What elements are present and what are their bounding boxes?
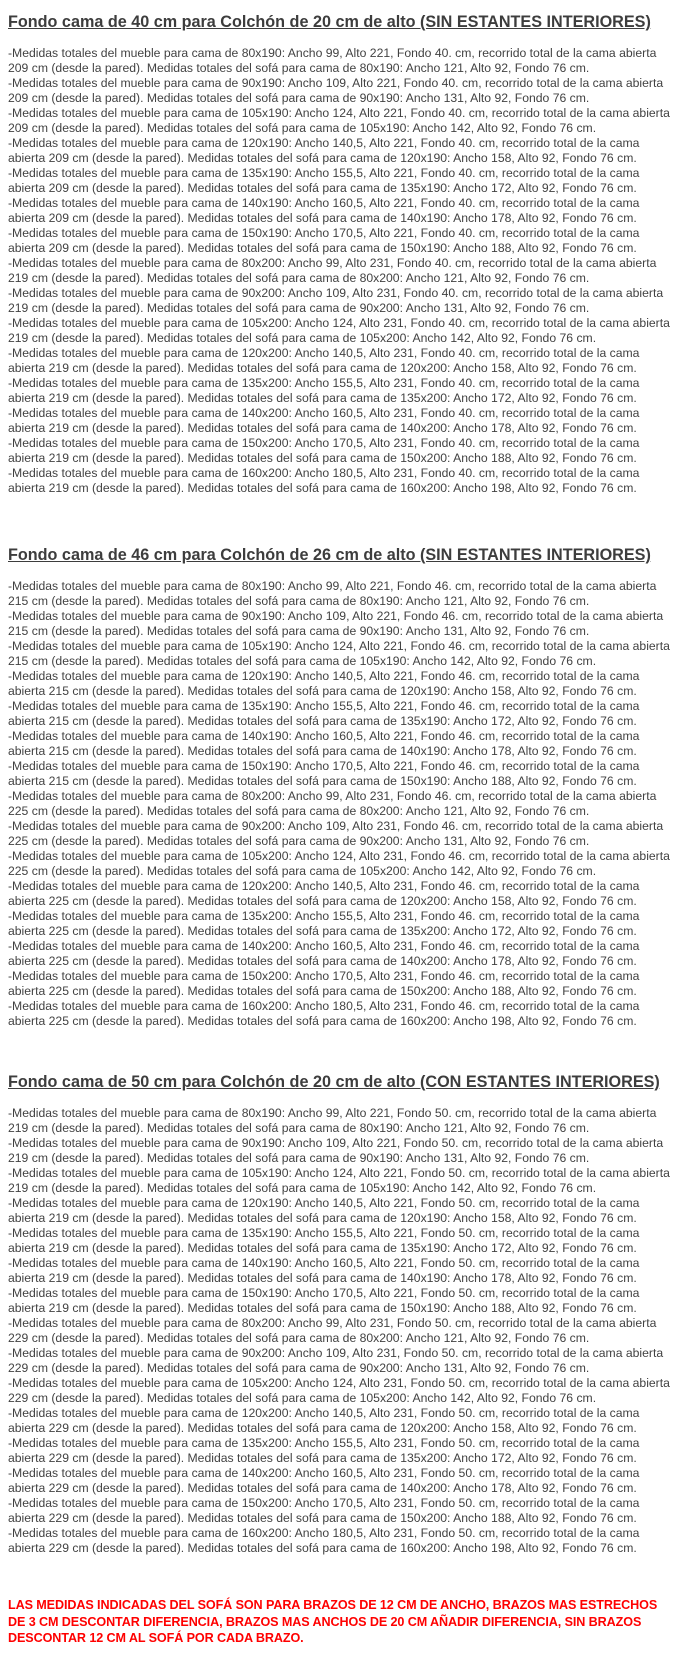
measurement-entry: -Medidas totales del mueble para cama de 120x190: Ancho 140,5, Alto 221, Fondo 40. cm, recorrido total de la cama abierta 209 cm (desde la pared). Medidas totales del sofá para cama de 120x190: Ancho 158, Alto 92, Fondo 76 cm. (8, 136, 640, 165)
measurement-entry: -Medidas totales del mueble para cama de 80x190: Ancho 99, Alto 221, Fondo 40. cm, recorrido total de la cama abierta 209 cm (desde la pared). Medidas totales del sofá para cama de 80x190: Ancho 121, Alto 92, Fondo 76 cm. (8, 46, 657, 75)
measurement-entry: -Medidas totales del mueble para cama de 105x200: Ancho 124, Alto 231, Fondo 46. cm, recorrido total de la cama abierta 225 cm (desde la pared). Medidas totales del sofá para cama de 105x200: Ancho 142, Alto 92, Fondo 76 cm. (8, 849, 670, 878)
measurement-entry: -Medidas totales del mueble para cama de 150x190: Ancho 170,5, Alto 221, Fondo 40. cm, recorrido total de la cama abierta 209 cm (desde la pared). Medidas totales del sofá para cama de 150x190: Ancho 188, Alto 92, Fondo 76 cm. (8, 226, 640, 255)
measurement-entry: -Medidas totales del mueble para cama de 120x200: Ancho 140,5, Alto 231, Fondo 46. cm, recorrido total de la cama abierta 225 cm (desde la pared). Medidas totales del sofá para cama de 120x200: Ancho 158, Alto 92, Fondo 76 cm. (8, 879, 640, 908)
measurement-entry: -Medidas totales del mueble para cama de 160x200: Ancho 180,5, Alto 231, Fondo 40. cm, recorrido total de la cama abierta 219 cm (desde la pared). Medidas totales del sofá para cama de 160x200: Ancho 198, Alto 92, Fondo 76 cm. (8, 466, 640, 495)
measurement-entry: -Medidas totales del mueble para cama de 80x190: Ancho 99, Alto 221, Fondo 46. cm, recorrido total de la cama abierta 215 cm (desde la pared). Medidas totales del sofá para cama de 80x190: Ancho 121, Alto 92, Fondo 76 cm. (8, 579, 657, 608)
measurement-entry: -Medidas totales del mueble para cama de 90x200: Ancho 109, Alto 231, Fondo 50. cm, recorrido total de la cama abierta 229 cm (desde la pared). Medidas totales del sofá para cama de 90x200: Ancho 131, Alto 92, Fondo 76 cm. (8, 1346, 664, 1375)
measurement-entry: -Medidas totales del mueble para cama de 140x200: Ancho 160,5, Alto 231, Fondo 50. cm, recorrido total de la cama abierta 229 cm (desde la pared). Medidas totales del sofá para cama de 140x200: Ancho 178, Alto 92, Fondo 76 cm. (8, 1466, 640, 1495)
measurement-entry: -Medidas totales del mueble para cama de 120x190: Ancho 140,5, Alto 221, Fondo 46. cm, recorrido total de la cama abierta 215 cm (desde la pared). Medidas totales del sofá para cama de 120x190: Ancho 158, Alto 92, Fondo 76 cm. (8, 669, 640, 698)
measurement-entry: -Medidas totales del mueble para cama de 80x190: Ancho 99, Alto 221, Fondo 50. cm, recorrido total de la cama abierta 219 cm (desde la pared). Medidas totales del sofá para cama de 80x190: Ancho 121, Alto 92, Fondo 76 cm. (8, 1106, 657, 1135)
measurement-entry: -Medidas totales del mueble para cama de 120x200: Ancho 140,5, Alto 231, Fondo 40. cm, recorrido total de la cama abierta 219 cm (desde la pared). Medidas totales del sofá para cama de 120x200: Ancho 158, Alto 92, Fondo 76 cm. (8, 346, 640, 375)
measurement-entry: -Medidas totales del mueble para cama de 120x190: Ancho 140,5, Alto 221, Fondo 50. cm, recorrido total de la cama abierta 219 cm (desde la pared). Medidas totales del sofá para cama de 120x190: Ancho 158, Alto 92, Fondo 76 cm. (8, 1196, 640, 1225)
measurement-entry: -Medidas totales del mueble para cama de 135x190: Ancho 155,5, Alto 221, Fondo 50. cm, recorrido total de la cama abierta 219 cm (desde la pared). Medidas totales del sofá para cama de 135x190: Ancho 172, Alto 92, Fondo 76 cm. (8, 1226, 640, 1255)
section-fondo-46 (8, 545, 672, 1029)
measurement-entry: -Medidas totales del mueble para cama de 80x200: Ancho 99, Alto 231, Fondo 40. cm, recorrido total de la cama abierta 219 cm (desde la pared). Medidas totales del sofá para cama de 80x200: Ancho 121, Alto 92, Fondo 76 cm. (8, 256, 657, 285)
measurement-entry: -Medidas totales del mueble para cama de 160x200: Ancho 180,5, Alto 231, Fondo 50. cm, recorrido total de la cama abierta 229 cm (desde la pared). Medidas totales del sofá para cama de 160x200: Ancho 198, Alto 92, Fondo 76 cm. (8, 1526, 640, 1555)
measurement-entry: -Medidas totales del mueble para cama de 135x200: Ancho 155,5, Alto 231, Fondo 50. cm, recorrido total de la cama abierta 229 cm (desde la pared). Medidas totales del sofá para cama de 135x200: Ancho 172, Alto 92, Fondo 76 cm. (8, 1436, 640, 1465)
measurement-entry: -Medidas totales del mueble para cama de 135x190: Ancho 155,5, Alto 221, Fondo 46. cm, recorrido total de la cama abierta 215 cm (desde la pared). Medidas totales del sofá para cama de 135x190: Ancho 172, Alto 92, Fondo 76 cm. (8, 699, 640, 728)
measurement-entry: -Medidas totales del mueble para cama de 105x190: Ancho 124, Alto 221, Fondo 40. cm, recorrido total de la cama abierta 209 cm (desde la pared). Medidas totales del sofá para cama de 105x190: Ancho 142, Alto 92, Fondo 76 cm. (8, 106, 670, 135)
measurement-entry: -Medidas totales del mueble para cama de 105x190: Ancho 124, Alto 221, Fondo 46. cm, recorrido total de la cama abierta 215 cm (desde la pared). Medidas totales del sofá para cama de 105x190: Ancho 142, Alto 92, Fondo 76 cm. (8, 639, 670, 668)
measurement-entry: -Medidas totales del mueble para cama de 140x190: Ancho 160,5, Alto 221, Fondo 46. cm, recorrido total de la cama abierta 215 cm (desde la pared). Medidas totales del sofá para cama de 140x190: Ancho 178, Alto 92, Fondo 76 cm. (8, 729, 640, 758)
measurement-entry: -Medidas totales del mueble para cama de 150x200: Ancho 170,5, Alto 231, Fondo 50. cm, recorrido total de la cama abierta 229 cm (desde la pared). Medidas totales del sofá para cama de 150x200: Ancho 188, Alto 92, Fondo 76 cm. (8, 1496, 640, 1525)
measurement-entry: -Medidas totales del mueble para cama de 80x200: Ancho 99, Alto 231, Fondo 50. cm, recorrido total de la cama abierta 229 cm (desde la pared). Medidas totales del sofá para cama de 80x200: Ancho 121, Alto 92, Fondo 76 cm. (8, 1316, 657, 1345)
measurement-entry: -Medidas totales del mueble para cama de 120x200: Ancho 140,5, Alto 231, Fondo 50. cm, recorrido total de la cama abierta 229 cm (desde la pared). Medidas totales del sofá para cama de 120x200: Ancho 158, Alto 92, Fondo 76 cm. (8, 1406, 640, 1435)
measurement-entry: -Medidas totales del mueble para cama de 135x190: Ancho 155,5, Alto 221, Fondo 40. cm, recorrido total de la cama abierta 209 cm (desde la pared). Medidas totales del sofá para cama de 135x190: Ancho 172, Alto 92, Fondo 76 cm. (8, 166, 640, 195)
measurement-entry: -Medidas totales del mueble para cama de 90x200: Ancho 109, Alto 231, Fondo 46. cm, recorrido total de la cama abierta 225 cm (desde la pared). Medidas totales del sofá para cama de 90x200: Ancho 131, Alto 92, Fondo 76 cm. (8, 819, 664, 848)
measurement-entry: -Medidas totales del mueble para cama de 150x190: Ancho 170,5, Alto 221, Fondo 46. cm, recorrido total de la cama abierta 215 cm (desde la pared). Medidas totales del sofá para cama de 150x190: Ancho 188, Alto 92, Fondo 76 cm. (8, 759, 640, 788)
measurement-entry: -Medidas totales del mueble para cama de 105x190: Ancho 124, Alto 221, Fondo 50. cm, recorrido total de la cama abierta 219 cm (desde la pared). Medidas totales del sofá para cama de 105x190: Ancho 142, Alto 92, Fondo 76 cm. (8, 1166, 670, 1195)
measurement-entry: -Medidas totales del mueble para cama de 140x200: Ancho 160,5, Alto 231, Fondo 40. cm, recorrido total de la cama abierta 219 cm (desde la pared). Medidas totales del sofá para cama de 140x200: Ancho 178, Alto 92, Fondo 76 cm. (8, 406, 640, 435)
measurement-entry: -Medidas totales del mueble para cama de 160x200: Ancho 180,5, Alto 231, Fondo 46. cm, recorrido total de la cama abierta 225 cm (desde la pared). Medidas totales del sofá para cama de 160x200: Ancho 198, Alto 92, Fondo 76 cm. (8, 999, 640, 1028)
measurement-entry: -Medidas totales del mueble para cama de 140x190: Ancho 160,5, Alto 221, Fondo 40. cm, recorrido total de la cama abierta 209 cm (desde la pared). Medidas totales del sofá para cama de 140x190: Ancho 178, Alto 92, Fondo 76 cm. (8, 196, 640, 225)
measurement-entry: -Medidas totales del mueble para cama de 135x200: Ancho 155,5, Alto 231, Fondo 40. cm, recorrido total de la cama abierta 219 cm (desde la pared). Medidas totales del sofá para cama de 135x200: Ancho 172, Alto 92, Fondo 76 cm. (8, 376, 640, 405)
measurement-entry: -Medidas totales del mueble para cama de 90x190: Ancho 109, Alto 221, Fondo 46. cm, recorrido total de la cama abierta 215 cm (desde la pared). Medidas totales del sofá para cama de 90x190: Ancho 131, Alto 92, Fondo 76 cm. (8, 609, 664, 638)
measurement-entry: -Medidas totales del mueble para cama de 105x200: Ancho 124, Alto 231, Fondo 50. cm, recorrido total de la cama abierta 229 cm (desde la pared). Medidas totales del sofá para cama de 105x200: Ancho 142, Alto 92, Fondo 76 cm. (8, 1376, 670, 1405)
measurement-entry: -Medidas totales del mueble para cama de 140x200: Ancho 160,5, Alto 231, Fondo 46. cm, recorrido total de la cama abierta 225 cm (desde la pared). Medidas totales del sofá para cama de 140x200: Ancho 178, Alto 92, Fondo 76 cm. (8, 939, 640, 968)
measurement-entry: -Medidas totales del mueble para cama de 105x200: Ancho 124, Alto 231, Fondo 40. cm, recorrido total de la cama abierta 219 cm (desde la pared). Medidas totales del sofá para cama de 105x200: Ancho 142, Alto 92, Fondo 76 cm. (8, 316, 670, 345)
measurement-entry: -Medidas totales del mueble para cama de 150x190: Ancho 170,5, Alto 221, Fondo 50. cm, recorrido total de la cama abierta 219 cm (desde la pared). Medidas totales del sofá para cama de 150x190: Ancho 188, Alto 92, Fondo 76 cm. (8, 1286, 640, 1315)
measurement-entry: -Medidas totales del mueble para cama de 140x190: Ancho 160,5, Alto 221, Fondo 50. cm, recorrido total de la cama abierta 219 cm (desde la pared). Medidas totales del sofá para cama de 140x190: Ancho 178, Alto 92, Fondo 76 cm. (8, 1256, 640, 1285)
measurement-entries-fondo-46 (8, 579, 672, 1029)
measurement-entry: -Medidas totales del mueble para cama de 150x200: Ancho 170,5, Alto 231, Fondo 46. cm, recorrido total de la cama abierta 225 cm (desde la pared). Medidas totales del sofá para cama de 150x200: Ancho 188, Alto 92, Fondo 76 cm. (8, 969, 640, 998)
measurement-entries-fondo-40 (8, 46, 672, 496)
section-heading-fondo-50: Fondo cama de 50 cm para Colchón de 20 cm de alto (CON ESTANTES INTERIORES) (8, 1073, 660, 1091)
arm-width-warning: LAS MEDIDAS INDICADAS DEL SOFÁ SON PARA BRAZOS DE 12 CM DE ANCHO, BRAZOS MAS ESTRECHOS DE 3 CM DESCONTAR DIFERENCIA, BRAZOS MAS ANCHOS DE 20 CM AÑADIR DIFERENCIA, SIN BRAZOS DESCONTAR 12 CM AL SOFÁ POR CADA BRAZO. (8, 1598, 658, 1645)
section-heading-fondo-40: Fondo cama de 40 cm para Colchón de 20 cm de alto (SIN ESTANTES INTERIORES) (8, 13, 651, 31)
section-heading-fondo-46: Fondo cama de 46 cm para Colchón de 26 cm de alto (SIN ESTANTES INTERIORES) (8, 546, 651, 564)
section-fondo-40 (8, 12, 672, 496)
measurement-entry: -Medidas totales del mueble para cama de 80x200: Ancho 99, Alto 231, Fondo 46. cm, recorrido total de la cama abierta 225 cm (desde la pared). Medidas totales del sofá para cama de 80x200: Ancho 121, Alto 92, Fondo 76 cm. (8, 789, 657, 818)
measurement-entry: -Medidas totales del mueble para cama de 90x200: Ancho 109, Alto 231, Fondo 40. cm, recorrido total de la cama abierta 219 cm (desde la pared). Medidas totales del sofá para cama de 90x200: Ancho 131, Alto 92, Fondo 76 cm. (8, 286, 664, 315)
measurement-entry: -Medidas totales del mueble para cama de 135x200: Ancho 155,5, Alto 231, Fondo 46. cm, recorrido total de la cama abierta 225 cm (desde la pared). Medidas totales del sofá para cama de 135x200: Ancho 172, Alto 92, Fondo 76 cm. (8, 909, 640, 938)
measurement-entry: -Medidas totales del mueble para cama de 150x200: Ancho 170,5, Alto 231, Fondo 40. cm, recorrido total de la cama abierta 219 cm (desde la pared). Medidas totales del sofá para cama de 150x200: Ancho 188, Alto 92, Fondo 76 cm. (8, 436, 640, 465)
measurement-entries-fondo-50 (8, 1106, 672, 1556)
section-fondo-50 (8, 1072, 672, 1556)
measurement-entry: -Medidas totales del mueble para cama de 90x190: Ancho 109, Alto 221, Fondo 40. cm, recorrido total de la cama abierta 209 cm (desde la pared). Medidas totales del sofá para cama de 90x190: Ancho 131, Alto 92, Fondo 76 cm. (8, 76, 664, 105)
measurement-entry: -Medidas totales del mueble para cama de 90x190: Ancho 109, Alto 221, Fondo 50. cm, recorrido total de la cama abierta 219 cm (desde la pared). Medidas totales del sofá para cama de 90x190: Ancho 131, Alto 92, Fondo 76 cm. (8, 1136, 664, 1165)
